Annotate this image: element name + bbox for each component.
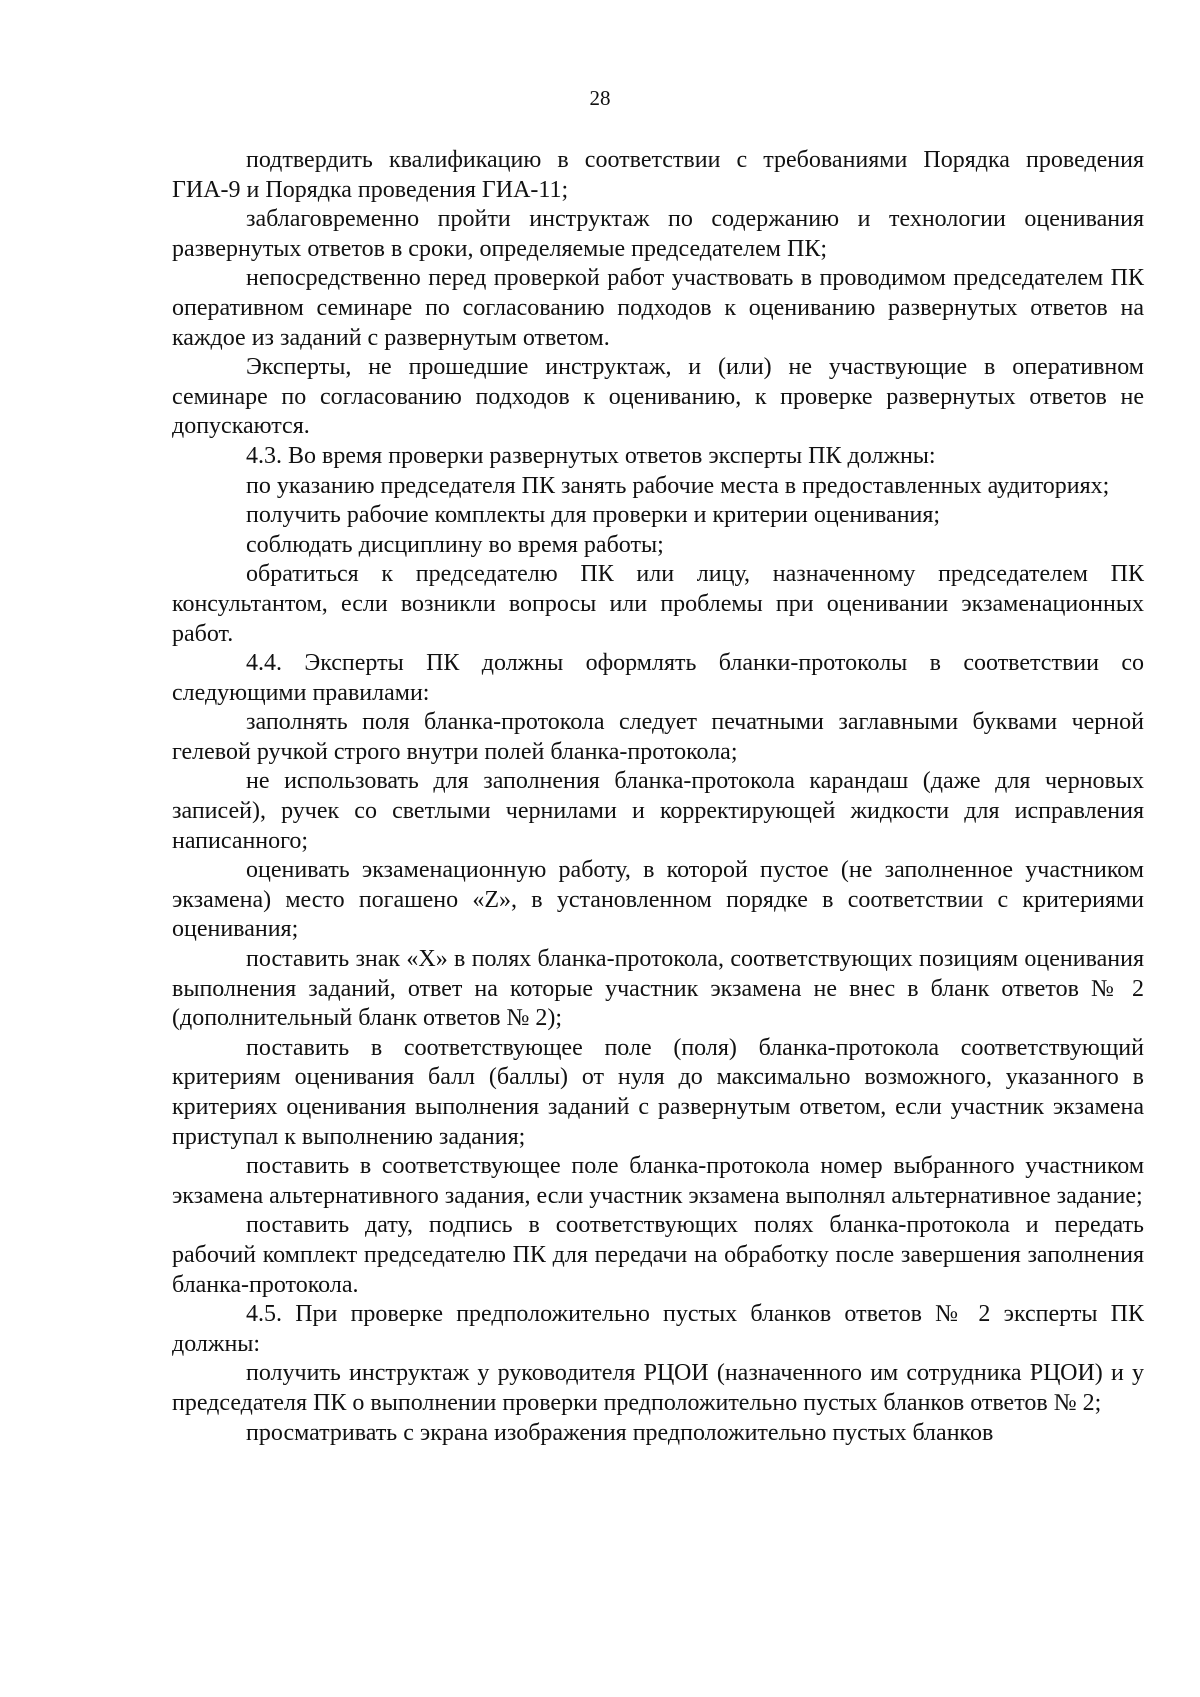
section-heading-4-4: 4.4. Эксперты ПК должны оформлять бланки-протоколы в соответствии со следующими правилами:: [172, 650, 1144, 706]
paragraph: непосредственно перед проверкой работ участвовать в проводимом председателем ПК оперативном семинаре по согласованию подходов к оцениванию развернутых ответов на каждое из заданий с развернутым ответом.: [172, 265, 1144, 351]
paragraph: поставить знак «X» в полях бланка-протокола, соответствующих позициям оценивания выполнения заданий, ответ на которые участник экзамена не внес в бланк ответов № 2 (дополнительный бланк ответов № 2);: [172, 946, 1144, 1032]
paragraph: соблюдать дисциплину во время работы;: [246, 531, 664, 558]
paragraph: поставить в соответствующее поле бланка-протокола номер выбранного участником экзамена альтернативного задания, если участник экзамена выполнял альтернативное задание;: [172, 1153, 1144, 1209]
paragraph: получить рабочие комплекты для проверки и критерии оценивания;: [246, 502, 941, 529]
paragraph: не использовать для заполнения бланка-протокола карандаш (даже для черновых записей), ручек со светлыми чернилами и корректирующей жидкости для исправления написанного;: [172, 768, 1144, 854]
paragraph: заполнять поля бланка-протокола следует печатными заглавными буквами черной гелевой ручкой строго внутри полей бланка-протокола;: [172, 709, 1144, 765]
paragraph: оценивать экзаменационную работу, в которой пустое (не заполненное участником экзамена) место погашено «Z», в установленном порядке в соответствии с критериями оценивания;: [172, 857, 1144, 943]
section-heading-4-5: 4.5. При проверке предположительно пустых бланков ответов № 2 эксперты ПК должны:: [172, 1301, 1144, 1357]
paragraph: по указанию председателя ПК занять рабочие места в предоставленных аудиториях;: [246, 472, 1110, 499]
paragraph: Эксперты, не прошедшие инструктаж, и (или) не участвующие в оперативном семинаре по согласованию подходов к оцениванию, к проверке развернутых ответов не допускаются.: [172, 354, 1144, 440]
paragraph: просматривать с экрана изображения предположительно пустых бланков: [246, 1419, 994, 1446]
section-heading-4-3: 4.3. Во время проверки развернутых ответов эксперты ПК должны:: [246, 442, 936, 469]
paragraph: заблаговременно пройти инструктаж по содержанию и технологии оценивания развернутых ответов в сроки, определяемые председателем ПК;: [172, 206, 1144, 262]
paragraph: поставить в соответствующее поле (поля) бланка-протокола соответствующий критериям оценивания балл (баллы) от нуля до максимально возможного, указанного в критериях оценивания выполнения заданий с развернутым ответом, если участник экзамена приступал к выполнению задания;: [172, 1034, 1144, 1150]
paragraph: подтвердить квалификацию в соответствии с требованиями Порядка проведения ГИА-9 и Порядка проведения ГИА-11;: [172, 147, 1144, 203]
page-number: 28: [589, 86, 611, 110]
paragraph: поставить дату, подпись в соответствующих полях бланка-протокола и передать рабочий комплект председателю ПК для передачи на обработку после завершения заполнения бланка-протокола.: [172, 1212, 1144, 1298]
paragraph: обратиться к председателю ПК или лицу, назначенному председателем ПК консультантом, если возникли вопросы или проблемы при оценивании экзаменационных работ.: [172, 561, 1144, 647]
paragraph: получить инструктаж у руководителя РЦОИ (назначенного им сотрудника РЦОИ) и у председателя ПК о выполнении проверки предположительно пустых бланков ответов № 2;: [172, 1360, 1144, 1416]
document-body: [172, 146, 1144, 1448]
